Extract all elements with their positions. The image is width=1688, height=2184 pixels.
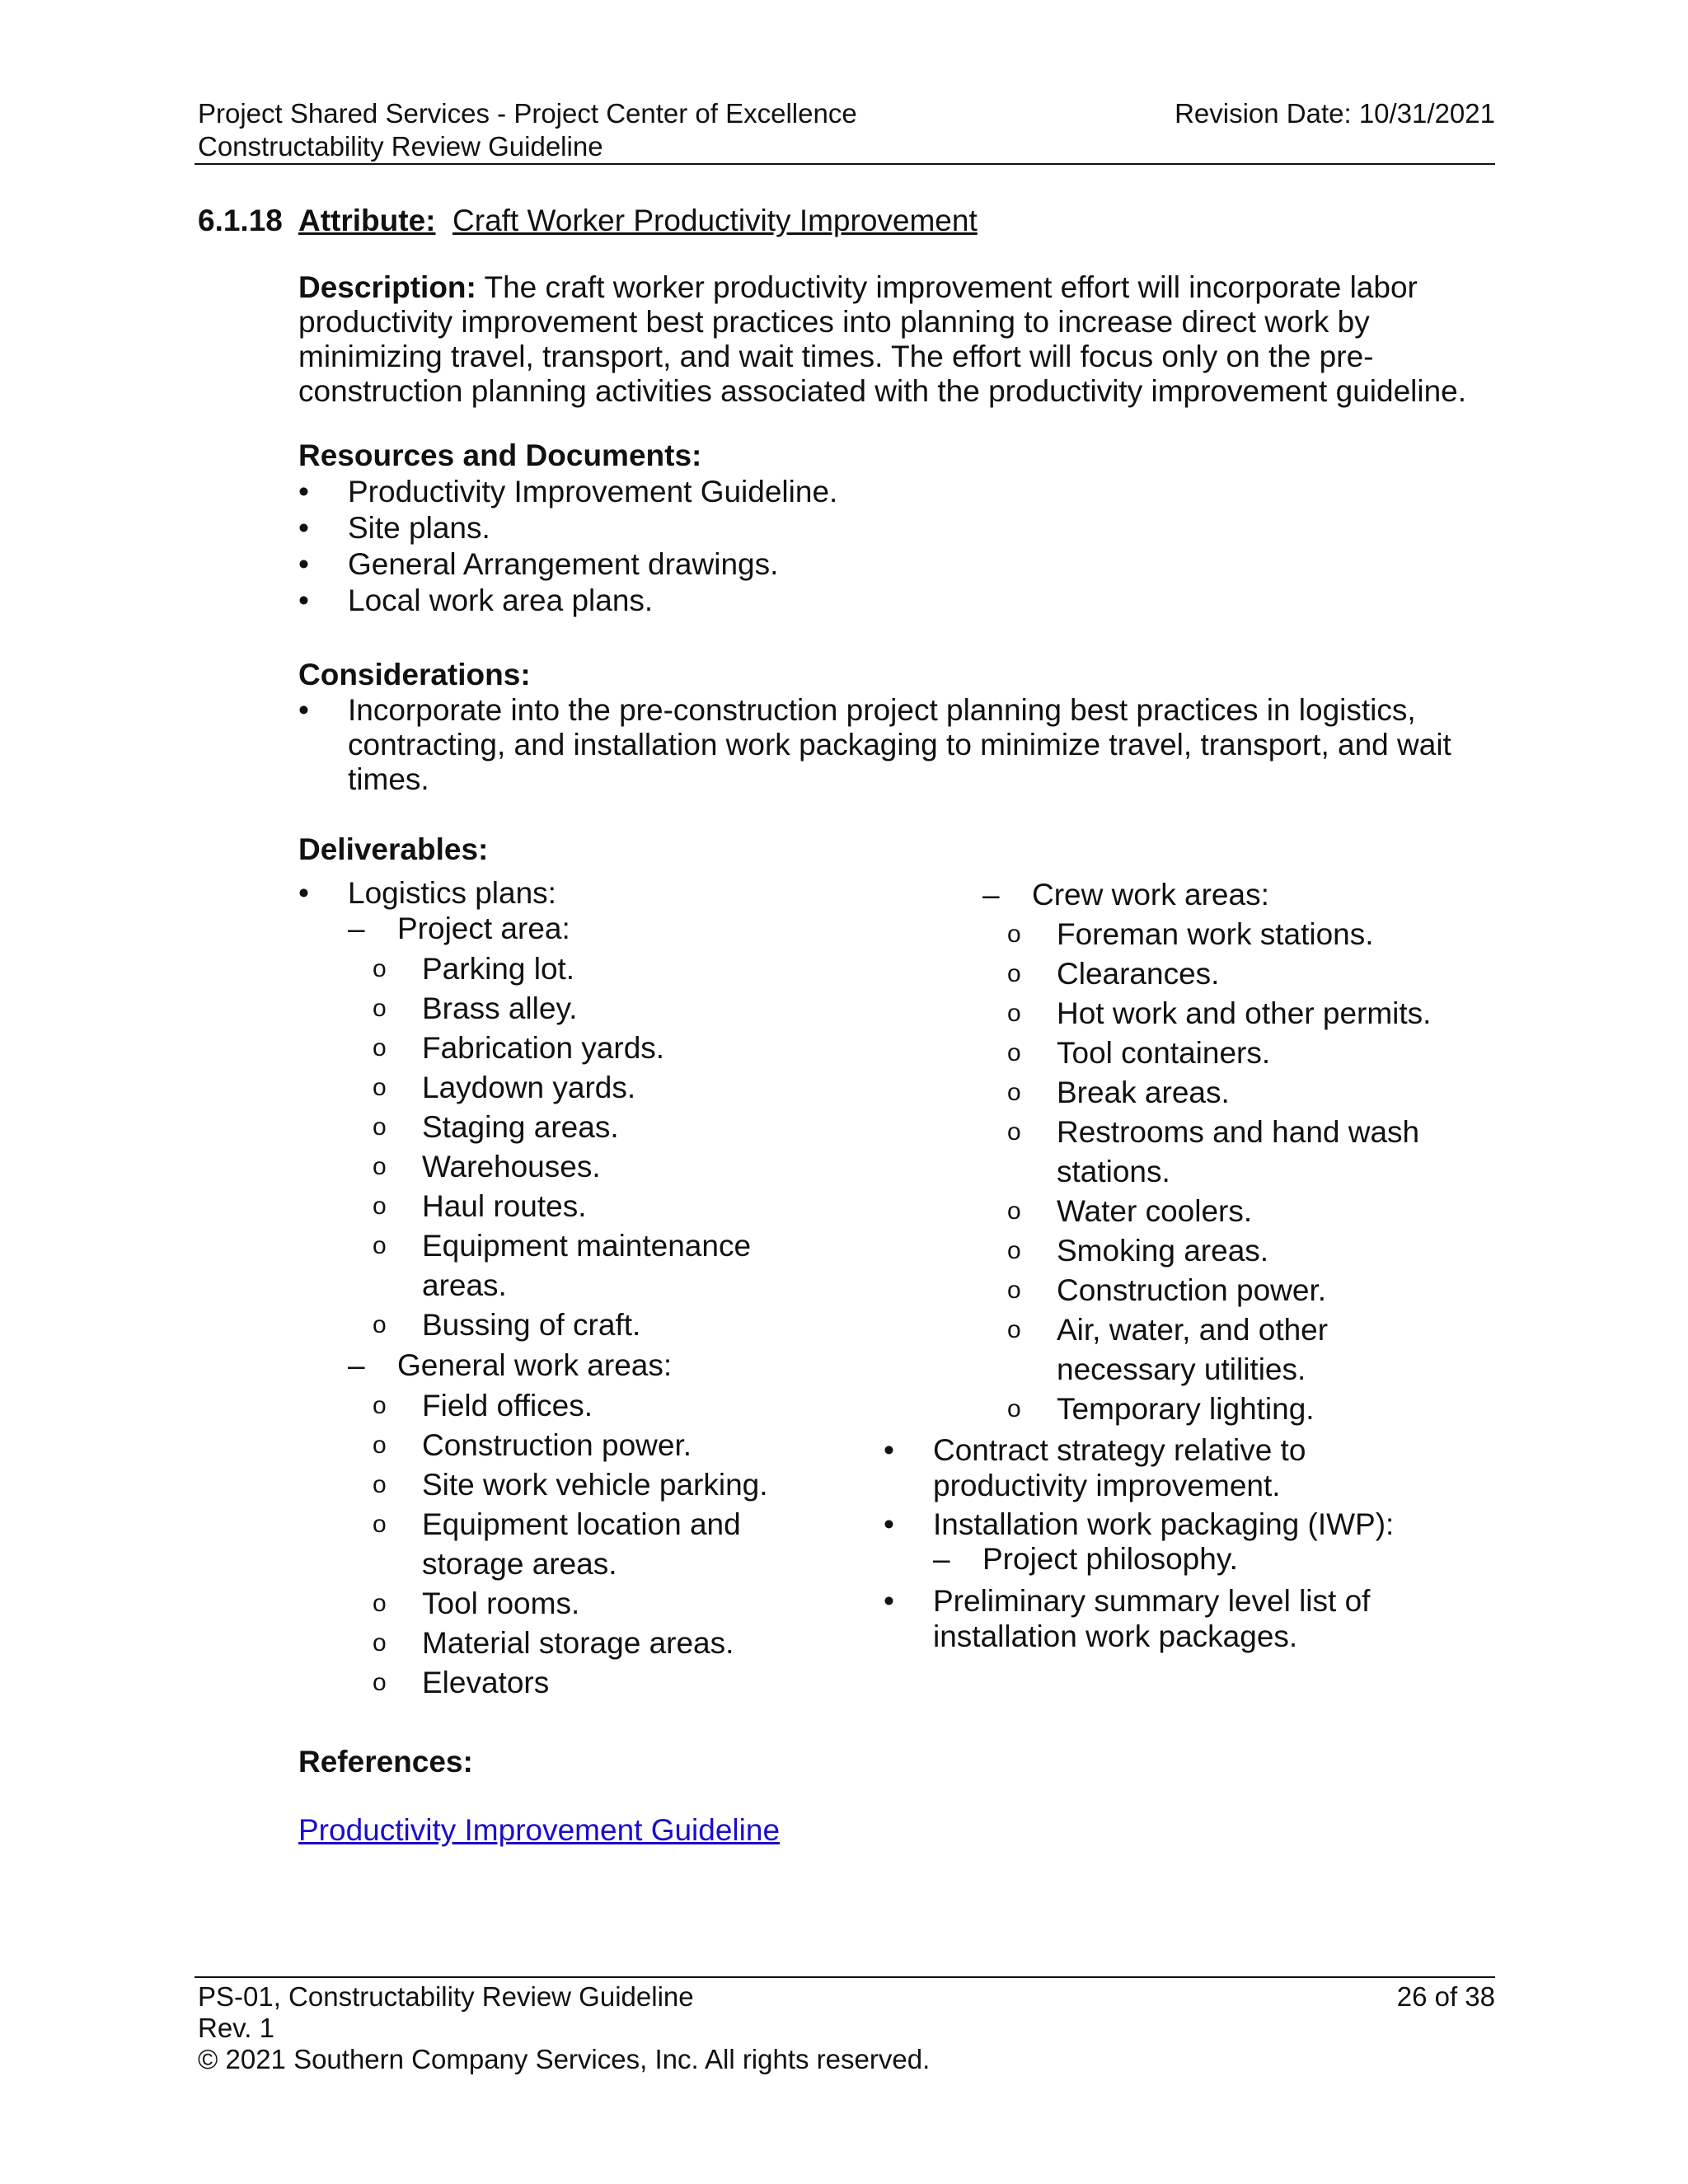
list-item: o Warehouses. (298, 1147, 925, 1187)
deliverables-heading: Deliverables: (298, 832, 489, 866)
list-item: o Material storage areas. (298, 1624, 925, 1663)
references-heading: References: (298, 1745, 473, 1779)
description-text: The craft worker productivity improvement effort will incorporate labor productivity improvement best practices into planning to increase direct work by minimizing travel, transport, and wait times. The effort will focus only on the pre-construction planning activities associated with the productivity improvement guideline. (298, 270, 1467, 408)
list-item: o Field offices. (298, 1386, 925, 1426)
list-item: o Site work vehicle parking. (298, 1465, 925, 1505)
productivity-guideline-link[interactable]: Productivity Improvement Guideline (298, 1813, 781, 1847)
list-item: • Logistics plans: (298, 875, 925, 912)
list-item: o Tool rooms. (298, 1584, 925, 1624)
list-item: • Contract strategy relative to productivity improvement. (884, 1432, 1378, 1503)
footer-revision: Rev. 1 (198, 2013, 274, 2043)
header-line-2: Constructability Review Guideline (198, 131, 603, 162)
header-line-1: Project Shared Services - Project Center of Excellence (198, 98, 857, 129)
list-item: • General Arrangement drawings. (298, 546, 837, 583)
list-item: o Restrooms and hand wash stations. (933, 1113, 1444, 1192)
list-item: o Hot work and other permits. (933, 994, 1477, 1033)
list-item: o Parking lot. (298, 949, 925, 989)
description-label: Description: (298, 270, 476, 304)
list-item: o Brass alley. (298, 989, 925, 1029)
list-item: • Site plans. (298, 510, 837, 546)
list-item: o Haul routes. (298, 1187, 925, 1226)
page-footer (198, 1981, 930, 2075)
footer-copyright: © 2021 Southern Company Services, Inc. All rights reserved. (198, 2044, 931, 2074)
list-item: o Construction power. (298, 1426, 925, 1465)
considerations-heading: Considerations: (298, 658, 531, 691)
list-item: o Elevators (298, 1663, 925, 1703)
list-item: o Equipment location and storage areas. (298, 1505, 785, 1584)
list-item: • Preliminary summary level list of installation work packages. (884, 1583, 1395, 1654)
list-item: • Productivity Improvement Guideline. (298, 474, 837, 510)
revision-date: Revision Date: 10/31/2021 (1175, 98, 1495, 129)
list-item: o Fabrication yards. (298, 1029, 925, 1068)
list-item: • Local work area plans. (298, 583, 837, 619)
section-number: 6.1.18 (198, 204, 283, 237)
list-item: o Construction power. (933, 1271, 1477, 1310)
list-item: o Smoking areas. (933, 1231, 1477, 1271)
list-item: – Project philosophy. (884, 1542, 1477, 1577)
deliverables-columns (298, 875, 1477, 1724)
considerations-list (298, 693, 1461, 797)
list-item: o Clearances. (933, 954, 1477, 994)
list-item: • Incorporate into the pre-construction project planning best practices in logistics, contracting, and installation work packaging to minimize travel, transport, and wait times. (298, 693, 1461, 797)
page-header (198, 97, 857, 163)
list-item: o Equipment maintenance areas. (298, 1226, 785, 1305)
footer-doc-id: PS-01, Constructability Review Guideline (198, 1981, 694, 2012)
resources-heading: Resources and Documents: (298, 438, 702, 472)
description-paragraph (298, 270, 1477, 409)
list-item: o Break areas. (933, 1073, 1477, 1113)
list-item: o Temporary lighting. (933, 1390, 1477, 1429)
list-item: o Laydown yards. (298, 1068, 925, 1108)
list-item: • Installation work packaging (IWP): (884, 1507, 1477, 1542)
deliverables-left-column (298, 875, 925, 1703)
list-item: o Staging areas. (298, 1108, 925, 1147)
header-divider (195, 163, 1495, 165)
section-heading (198, 202, 978, 240)
list-item: o Air, water, and other necessary utilities. (933, 1310, 1419, 1390)
section-title: Craft Worker Productivity Improvement (452, 204, 978, 237)
list-item: – Project area: (298, 908, 925, 949)
deliverables-right-column (933, 875, 1477, 1654)
list-item: – Crew work areas: (933, 875, 1477, 915)
list-item: o Foreman work stations. (933, 915, 1477, 954)
attribute-label: Attribute: (298, 204, 436, 237)
footer-divider (195, 1976, 1495, 1978)
list-item: – General work areas: (298, 1345, 925, 1386)
resources-list (298, 474, 837, 619)
list-item: o Water coolers. (933, 1192, 1477, 1231)
list-item: o Tool containers. (933, 1033, 1477, 1073)
list-item: o Bussing of craft. (298, 1305, 925, 1345)
page-number: 26 of 38 (1396, 1981, 1495, 2012)
